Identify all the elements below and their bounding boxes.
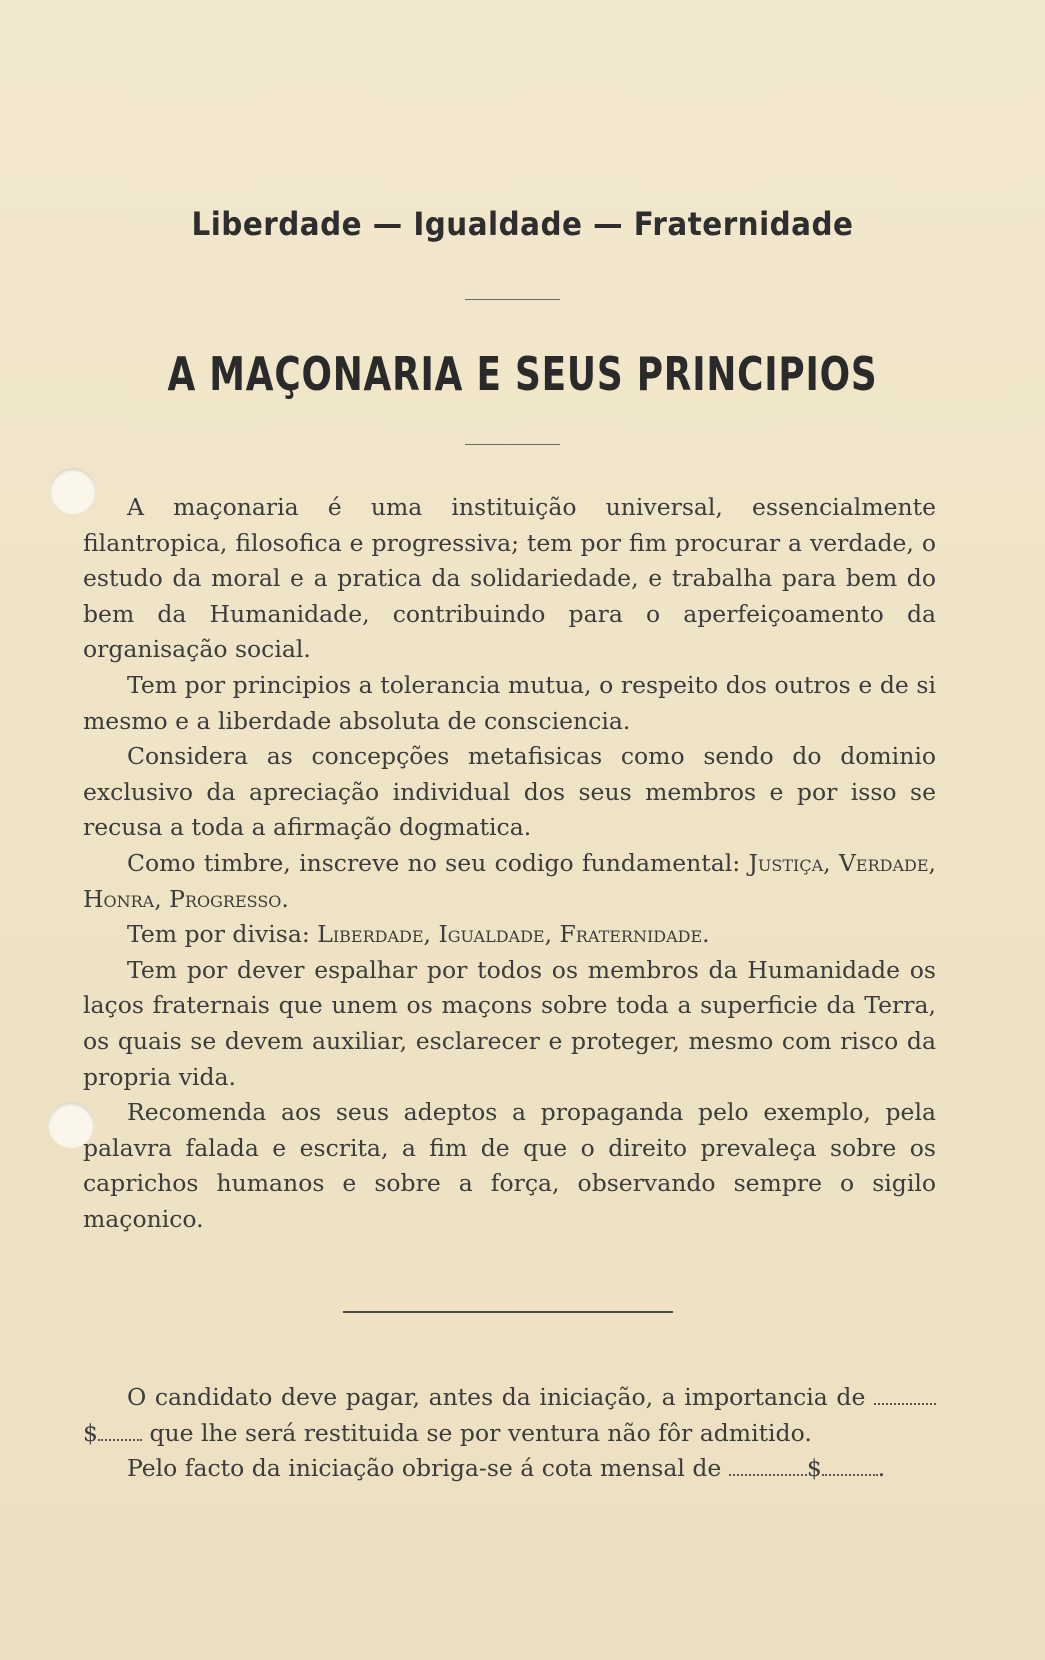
paragraph — [83, 917, 936, 953]
motto-list: Liberdade, Igualdade, Fraternidade. — [317, 920, 710, 949]
monthly-amount-blank[interactable] — [729, 1452, 807, 1476]
divider — [465, 444, 560, 445]
currency-symbol: $ — [806, 1454, 822, 1483]
fee-section — [83, 1380, 936, 1487]
paragraph: Recomenda aos seus adeptos a propaganda pelo exemplo, pela palavra falada e escrita, a fim de que o direito prevaleça sobre os caprichos humanos e sobre a força, observando sempre o sigilo maçonico. — [83, 1098, 936, 1233]
paragraph: Tem por principios a tolerancia mutua, o respeito dos outros e de si mesmo e a liberdade absoluta de consciencia. — [83, 670, 936, 735]
motto-heading: Liberdade — Igualdade — Fraternidade — [191, 205, 854, 243]
page-title: A MAÇONARIA E SEUS PRINCIPIOS — [167, 347, 878, 401]
fee-lead: O candidato deve pagar, antes da iniciação, a importancia de — [127, 1383, 866, 1411]
paragraph-lead: Como timbre, inscreve no seu codigo fundamental: — [127, 848, 741, 877]
amount-blank[interactable] — [874, 1381, 936, 1405]
paragraph — [83, 846, 936, 917]
fee-paragraph — [83, 1380, 936, 1451]
currency-symbol: $ — [83, 1418, 98, 1447]
fee-tail: que lhe será restituida se por ventura não fôr admitido. — [149, 1418, 812, 1447]
paragraph: A maçonaria é uma instituição universal, essencialmente filantropica, filosofica e progressiva; tem por fim procurar a verdade, o estudo da moral e a pratica da solidariedade, e trabalha para bem do bem da Humanidade, contribuindo para o aperfeiçoamento da organisação social. — [83, 493, 936, 664]
values-list: Justiça, Verdade, Honra, Progresso. — [83, 848, 936, 913]
paragraph-lead: Tem por divisa: — [127, 920, 310, 949]
paragraph: Tem por dever espalhar por todos os membros da Humanidade os laços fraternais que unem os maçons sobre toda a superficie da Terra, os quais se devem auxiliar, esclarecer e proteger, mesmo com risco da propria vida. — [83, 955, 936, 1091]
principles-text — [83, 490, 936, 1237]
divider — [465, 299, 560, 300]
section-divider — [343, 1311, 673, 1313]
monthly-fee-paragraph — [83, 1451, 936, 1487]
amount-blank[interactable] — [98, 1417, 142, 1441]
monthly-amount-blank[interactable] — [822, 1452, 878, 1476]
monthly-fee-lead: Pelo facto da iniciação obriga-se á cota mensal de — [127, 1454, 722, 1483]
paragraph: Considera as concepções metafisicas como sendo do dominio exclusivo da apreciação individual dos seus membros e por isso se recusa a toda a afirmação dogmatica. — [83, 742, 936, 842]
line-end: . — [877, 1454, 886, 1483]
